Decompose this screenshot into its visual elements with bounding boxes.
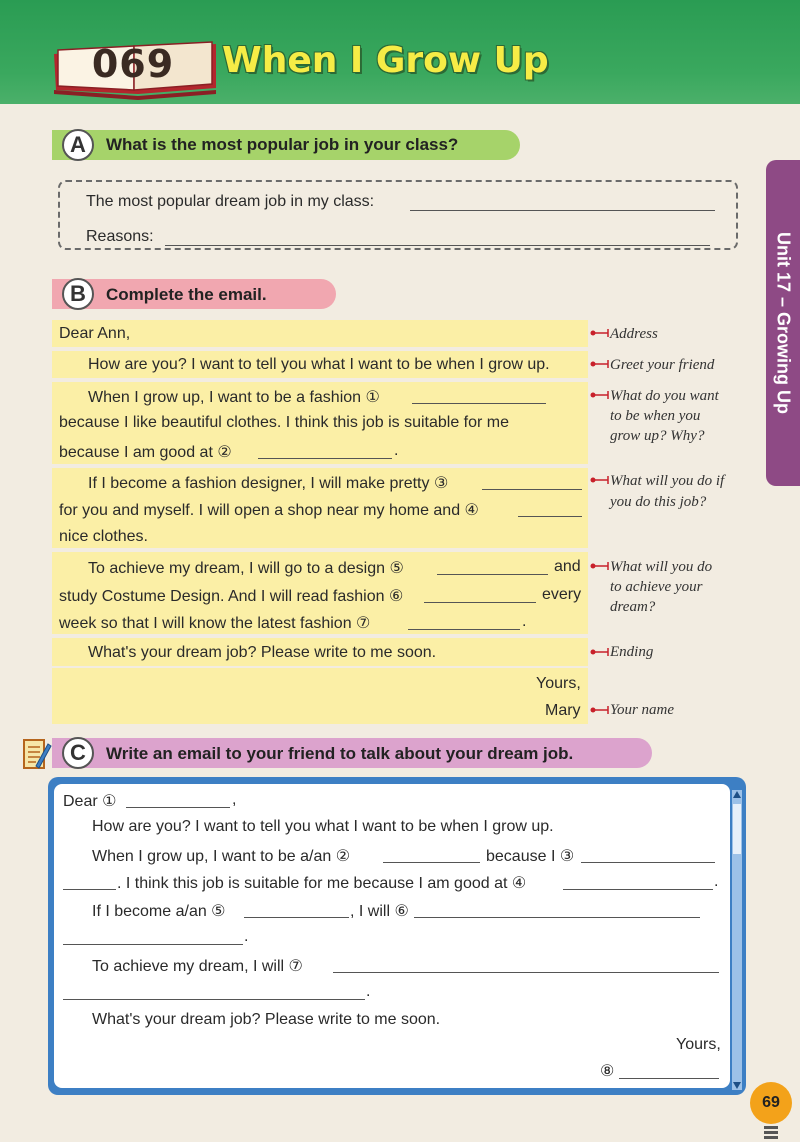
blank-6[interactable] [424, 602, 536, 603]
email-p1-line1: When I grow up, I want to be a fashion ① [88, 389, 380, 406]
c-line7-period: . [366, 983, 371, 1000]
c-line2a: When I grow up, I want to be a/an ② [92, 848, 351, 865]
email-p2-line3: nice clothes. [59, 528, 148, 545]
c-blank-3-cont[interactable] [63, 889, 116, 890]
email-p3-and: and [554, 558, 581, 575]
unit-label: Unit 17 – Growing Up [773, 231, 794, 415]
section-a-answer-box [58, 180, 738, 250]
section-c-letter: C [62, 737, 94, 769]
email-row-name [52, 668, 588, 724]
section-c-heading: Write an email to your friend to talk about your dream job. [106, 744, 574, 763]
email-p1-line2: because I like beautiful clothes. I think this job is suitable for me [59, 414, 510, 431]
note-why-3: grow up? Why? [610, 428, 705, 444]
email-closing: Yours, [536, 675, 581, 692]
scrollbar[interactable] [732, 790, 742, 1090]
arrow-icon [590, 705, 610, 715]
c-line6: To achieve my dream, I will ⑦ [92, 958, 303, 975]
section-b-letter: B [62, 278, 94, 310]
email-p2-line1: If I become a fashion designer, I will make pretty ③ [88, 475, 449, 492]
c-blank-3[interactable] [581, 862, 715, 863]
email-p3-line3: week so that I will know the latest fashion ⑦ [59, 615, 371, 632]
reasons-label: Reasons: [86, 228, 154, 245]
arrow-icon [590, 561, 610, 571]
arrow-icon [590, 390, 610, 400]
section-b-heading: Complete the email. [106, 285, 267, 304]
c-dear-comma: , [232, 791, 237, 808]
c-blank-5[interactable] [244, 917, 349, 918]
note-achieve-2: to achieve your [610, 579, 703, 595]
c-blank-2[interactable] [383, 862, 480, 863]
blank-1[interactable] [412, 403, 546, 404]
c-blank-6[interactable] [414, 917, 700, 918]
note-achieve-3: dream? [610, 599, 656, 615]
c-ending: What's your dream job? Please write to me soon. [92, 1011, 441, 1028]
arrow-icon [590, 475, 610, 485]
blank-3[interactable] [482, 489, 582, 490]
arrow-icon [590, 328, 610, 338]
note-address: Address [610, 326, 658, 342]
email-salutation: Dear Ann, [59, 325, 131, 342]
note-do-2: you do this job? [610, 494, 707, 510]
c-line2b: because I ③ [486, 848, 575, 865]
blank-5[interactable] [437, 574, 548, 575]
c-line4a: If I become a/an ⑤ [92, 903, 226, 920]
email-p3-period: . [522, 613, 527, 630]
email-p3-line2: study Costume Design. And I will read fashion ⑥ [59, 588, 404, 605]
email-p1-line3: because I am good at ② [59, 444, 232, 461]
email-greeting: How are you? I want to tell you what I want to be when I grow up. [88, 356, 550, 373]
lightbulb-icon [762, 1126, 780, 1140]
arrow-icon [590, 647, 610, 657]
section-a-letter: A [62, 129, 94, 161]
c-line3-period: . [714, 873, 719, 890]
note-do-1: What will you do if [610, 473, 725, 489]
c-blank-4[interactable] [563, 889, 713, 890]
reasons-blank[interactable] [165, 245, 710, 246]
blank-4[interactable] [518, 516, 582, 517]
c-line4b: , I will ⑥ [350, 903, 409, 920]
c-line3: . I think this job is suitable for me because I am good at ④ [117, 875, 527, 892]
note-greet: Greet your friend [610, 357, 715, 373]
note-achieve-1: What will you do [610, 559, 713, 575]
arrow-icon [590, 359, 610, 369]
email-p3-line1: To achieve my dream, I will go to a design ⑤ [88, 560, 404, 577]
writing-pencil-icon [22, 736, 52, 772]
lesson-number: 069 [91, 42, 175, 86]
c-blank-1[interactable] [126, 807, 230, 808]
blank-2[interactable] [258, 458, 392, 459]
c-line5-period: . [244, 928, 249, 945]
c-blank-6-cont[interactable] [63, 944, 243, 945]
popular-job-blank[interactable] [410, 210, 715, 211]
page-title: When I Grow Up [222, 40, 549, 81]
c-closing: Yours, [676, 1036, 721, 1053]
email-row-address [52, 320, 588, 347]
c-blank-8[interactable] [619, 1078, 719, 1079]
section-a-heading: What is the most popular job in your class? [106, 135, 459, 154]
note-ending: Ending [610, 644, 654, 660]
email-p3-every: every [542, 586, 582, 603]
c-greeting: How are you? I want to tell you what I want to be when I grow up. [92, 818, 554, 835]
email-p1-period: . [394, 442, 399, 459]
blank-7[interactable] [408, 629, 520, 630]
note-why-2: to be when you [610, 408, 701, 424]
email-ending: What's your dream job? Please write to me soon. [88, 644, 437, 661]
c-blank-7-cont[interactable] [63, 999, 365, 1000]
popular-job-label: The most popular dream job in my class: [86, 193, 375, 210]
c-name-number: ⑧ [600, 1063, 615, 1080]
email-p2-line2: for you and myself. I will open a shop near my home and ④ [59, 502, 479, 519]
email-signature: Mary [545, 702, 581, 719]
c-blank-7[interactable] [333, 972, 719, 973]
c-dear: Dear ① [63, 793, 117, 810]
page-number: 69 [750, 1082, 792, 1124]
note-why-1: What do you want [610, 388, 719, 404]
unit-side-tab [766, 160, 800, 486]
note-name: Your name [610, 702, 675, 718]
